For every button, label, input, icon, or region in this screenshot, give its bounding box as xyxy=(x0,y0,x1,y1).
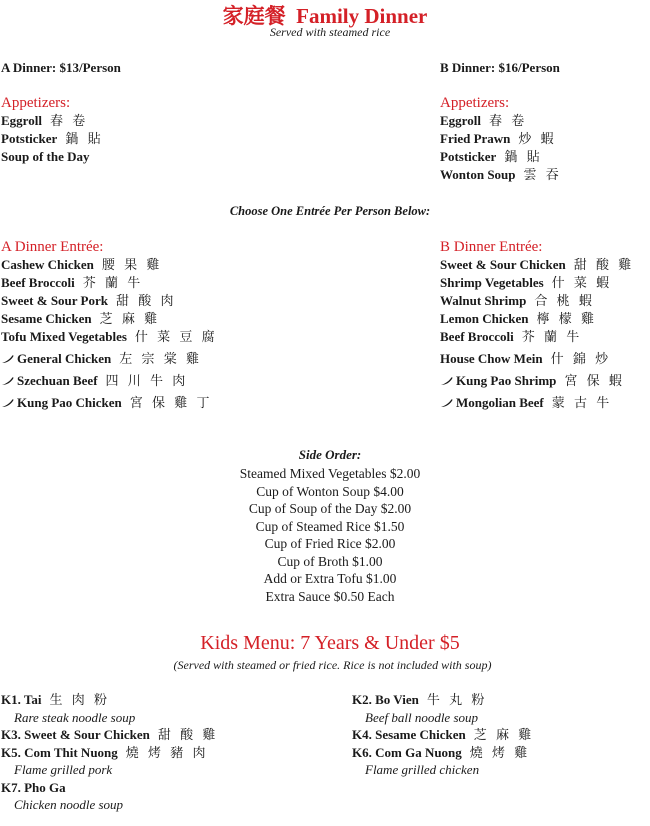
menu-item-spicy: Mongolian Beef 蒙 古 牛 xyxy=(440,394,634,412)
menu-item: Walnut Shrimp 合 桃 蝦 xyxy=(440,293,595,308)
kids-item: K6. Com Ga Nuong 燒 烤 雞 xyxy=(352,744,531,760)
menu-item-spicy: Szechuan Beef 四 川 牛 肉 xyxy=(1,372,218,390)
list-item: Cup of Wonton Soup $4.00 xyxy=(256,483,404,499)
kids-item-desc: Flame grilled chicken xyxy=(365,762,480,777)
menu-item: Sesame Chicken 芝 麻 雞 xyxy=(1,311,161,326)
b-entree-label: B Dinner Entrée: xyxy=(440,239,543,255)
kids-item: K5. Com Thit Nuong 燒 烤 豬 肉 xyxy=(1,744,209,760)
chili-pepper-icon xyxy=(1,376,14,386)
page-subtitle: Served with steamed rice xyxy=(269,25,391,39)
kids-item: K1. Tai 生 肉 粉 xyxy=(1,692,110,707)
list-item: Cup of Fried Rice $2.00 xyxy=(264,536,396,551)
menu-item: Sweet & Sour Pork 甜 酸 肉 xyxy=(1,293,177,308)
menu-item-spicy: General Chicken 左 宗 棠 雞 xyxy=(1,350,218,368)
menu-item: Shrimp Vegetables 什 菜 蝦 xyxy=(440,275,613,290)
chili-pepper-icon xyxy=(1,398,14,408)
title-chinese: 家庭餐 xyxy=(222,4,286,28)
kids-item: K4. Sesame Chicken 芝 麻 雞 xyxy=(352,727,535,742)
list-item: Extra Sauce $0.50 Each xyxy=(265,588,395,604)
side-order-title: Side Order: xyxy=(298,447,362,462)
menu-item-spicy: Kung Pao Chicken 宮 保 雞 丁 xyxy=(1,394,218,412)
a-dinner-heading: A Dinner: $13/Person xyxy=(1,60,121,75)
menu-item: Cashew Chicken 腰 果 雞 xyxy=(1,257,163,272)
menu-item: Potsticker 鍋 貼 xyxy=(1,131,104,146)
list-item: Cup of Steamed Rice $1.50 xyxy=(255,518,405,534)
menu-item: Potsticker 鍋 貼 xyxy=(440,149,543,164)
menu-item: Soup of the Day xyxy=(1,149,90,164)
menu-item: Eggroll 春 卷 xyxy=(440,113,528,128)
b-entrees xyxy=(440,239,634,412)
list-item: Cup of Soup of the Day $2.00 xyxy=(248,501,412,516)
b-appetizers xyxy=(440,95,562,184)
kids-item: K2. Bo Vien 牛 丸 粉 xyxy=(352,692,488,707)
menu-item: Eggroll 春 卷 xyxy=(1,113,89,128)
list-item: Steamed Mixed Vegetables $2.00 xyxy=(239,466,421,481)
kids-item-desc: Beef ball noodle soup xyxy=(365,709,479,725)
kids-item-desc: Chicken noodle soup xyxy=(14,797,124,812)
a-entree-label: A Dinner Entrée: xyxy=(1,239,104,255)
menu-item: Beef Broccoli 芥 蘭 牛 xyxy=(1,275,144,290)
kids-item: K3. Sweet & Sour Chicken 甜 酸 雞 xyxy=(1,727,219,742)
kids-item-desc: Rare steak noodle soup xyxy=(14,709,136,725)
list-item: Cup of Broth $1.00 xyxy=(277,553,383,569)
kids-right-column xyxy=(352,691,534,779)
menu-item-spicy: Kung Pao Shrimp 宮 保 蝦 xyxy=(440,372,634,390)
b-dinner-heading: B Dinner: $16/Person xyxy=(440,60,560,75)
a-appetizers xyxy=(1,95,104,166)
kids-item-desc: Flame grilled pork xyxy=(14,762,113,777)
title-english: Family Dinner xyxy=(296,4,428,28)
side-order-list xyxy=(0,465,650,605)
chili-pepper-icon xyxy=(440,398,453,408)
menu-item: Wonton Soup 雲 吞 xyxy=(440,167,562,182)
chili-pepper-icon xyxy=(1,354,14,364)
chili-pepper-icon xyxy=(440,376,453,386)
menu-item: House Chow Mein 什 錦 炒 xyxy=(440,351,612,366)
kids-menu-title: Kids Menu: 7 Years & Under $5 xyxy=(200,632,460,654)
kids-item: K7. Pho Ga xyxy=(1,779,66,795)
kids-menu-subtitle: (Served with steamed or fried rice. Rice is not included with soup) xyxy=(173,658,492,672)
menu-item: Beef Broccoli 芥 蘭 牛 xyxy=(440,329,583,344)
choose-entree-instruction: Choose One Entrée Per Person Below: xyxy=(229,204,431,218)
menu-item: Lemon Chicken 檸 檬 雞 xyxy=(440,311,597,326)
kids-left-column xyxy=(1,691,218,814)
menu-item: Sweet & Sour Chicken 甜 酸 雞 xyxy=(440,257,635,272)
b-appetizers-label: Appetizers: xyxy=(440,95,510,111)
menu-item: Fried Prawn 炒 蝦 xyxy=(440,131,557,146)
a-entrees xyxy=(1,239,218,412)
list-item: Add or Extra Tofu $1.00 xyxy=(263,571,397,586)
menu-item: Tofu Mixed Vegetables 什 菜 豆 腐 xyxy=(1,329,218,344)
a-appetizers-label: Appetizers: xyxy=(1,95,71,111)
